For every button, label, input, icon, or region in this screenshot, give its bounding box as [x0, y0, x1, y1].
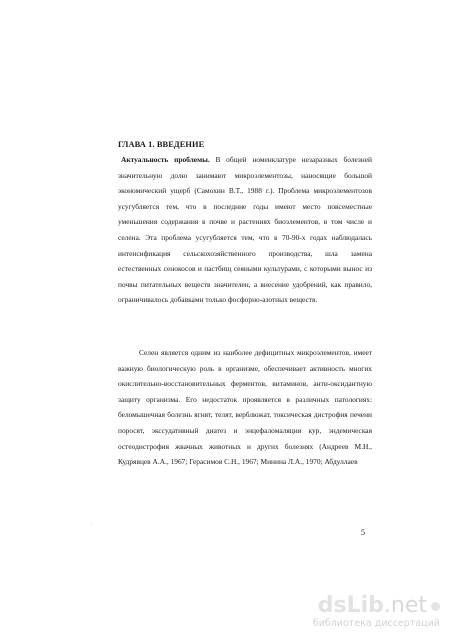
watermark [313, 595, 440, 630]
margin-mark: · [90, 522, 92, 528]
watermark-brand-main: dsLib.net [317, 593, 427, 618]
paragraph-relevance [118, 152, 372, 308]
watermark-tagline: библиотека диссертаций [312, 618, 440, 629]
chapter-heading: ГЛАВА 1. ВВЕДЕНИЕ [118, 140, 205, 149]
watermark-brand [318, 595, 440, 617]
book-icon [431, 602, 440, 611]
paragraph-lead: Актуальность проблемы. [121, 155, 210, 164]
paragraph-selenium: Селен является одним из наиболее дефицитных микроэлементов, имеет важную биологическую роль в организме, обеспечивает активность многих окислительно-восстановительных ферментов, витаминов, анти-оксидантную защиту организма. Его недостаток проявляется в различных патологиях: беломышечная болезнь ягнят, телят, верблюжат, токсическая дистрофия печени поросят, экссудативный диатез и энцефаломаляция кур, эндемическая остеодистрофия жвачных животных и других болезнях (Андреев М.Н., Кудрявцев А.А., 1967; Герасимов С.Н., 1967; Минина Л.А., 1970; Абдуллаев [118, 348, 372, 467]
paragraph-relevance-text: В общей номенклатуре незаразных болезней значительную долю занимают микроэлементозы, наносящие большой экономический ущерб (Самохин В.Т., 1988 г.). Проблема микроэлементозов усугубляется тем, что в последние годы имеют место повсеместные уменьшения содержания в почве и растениях биоэлементов, в том числе и селена. Эта проблема усугубляется тем, что в 70-90-х годах наблюдалась интенсификация сельскохозяйственного производства, шла замена естественных сенокосов и пастбищ сеяными культурами, с которыми вынос из почвы питательных веществ значителен, а внесение удобрений, как правило, ограничивалось добавками только фосфорно-азотных веществ. [118, 155, 372, 305]
page-number: 5 [361, 528, 365, 537]
